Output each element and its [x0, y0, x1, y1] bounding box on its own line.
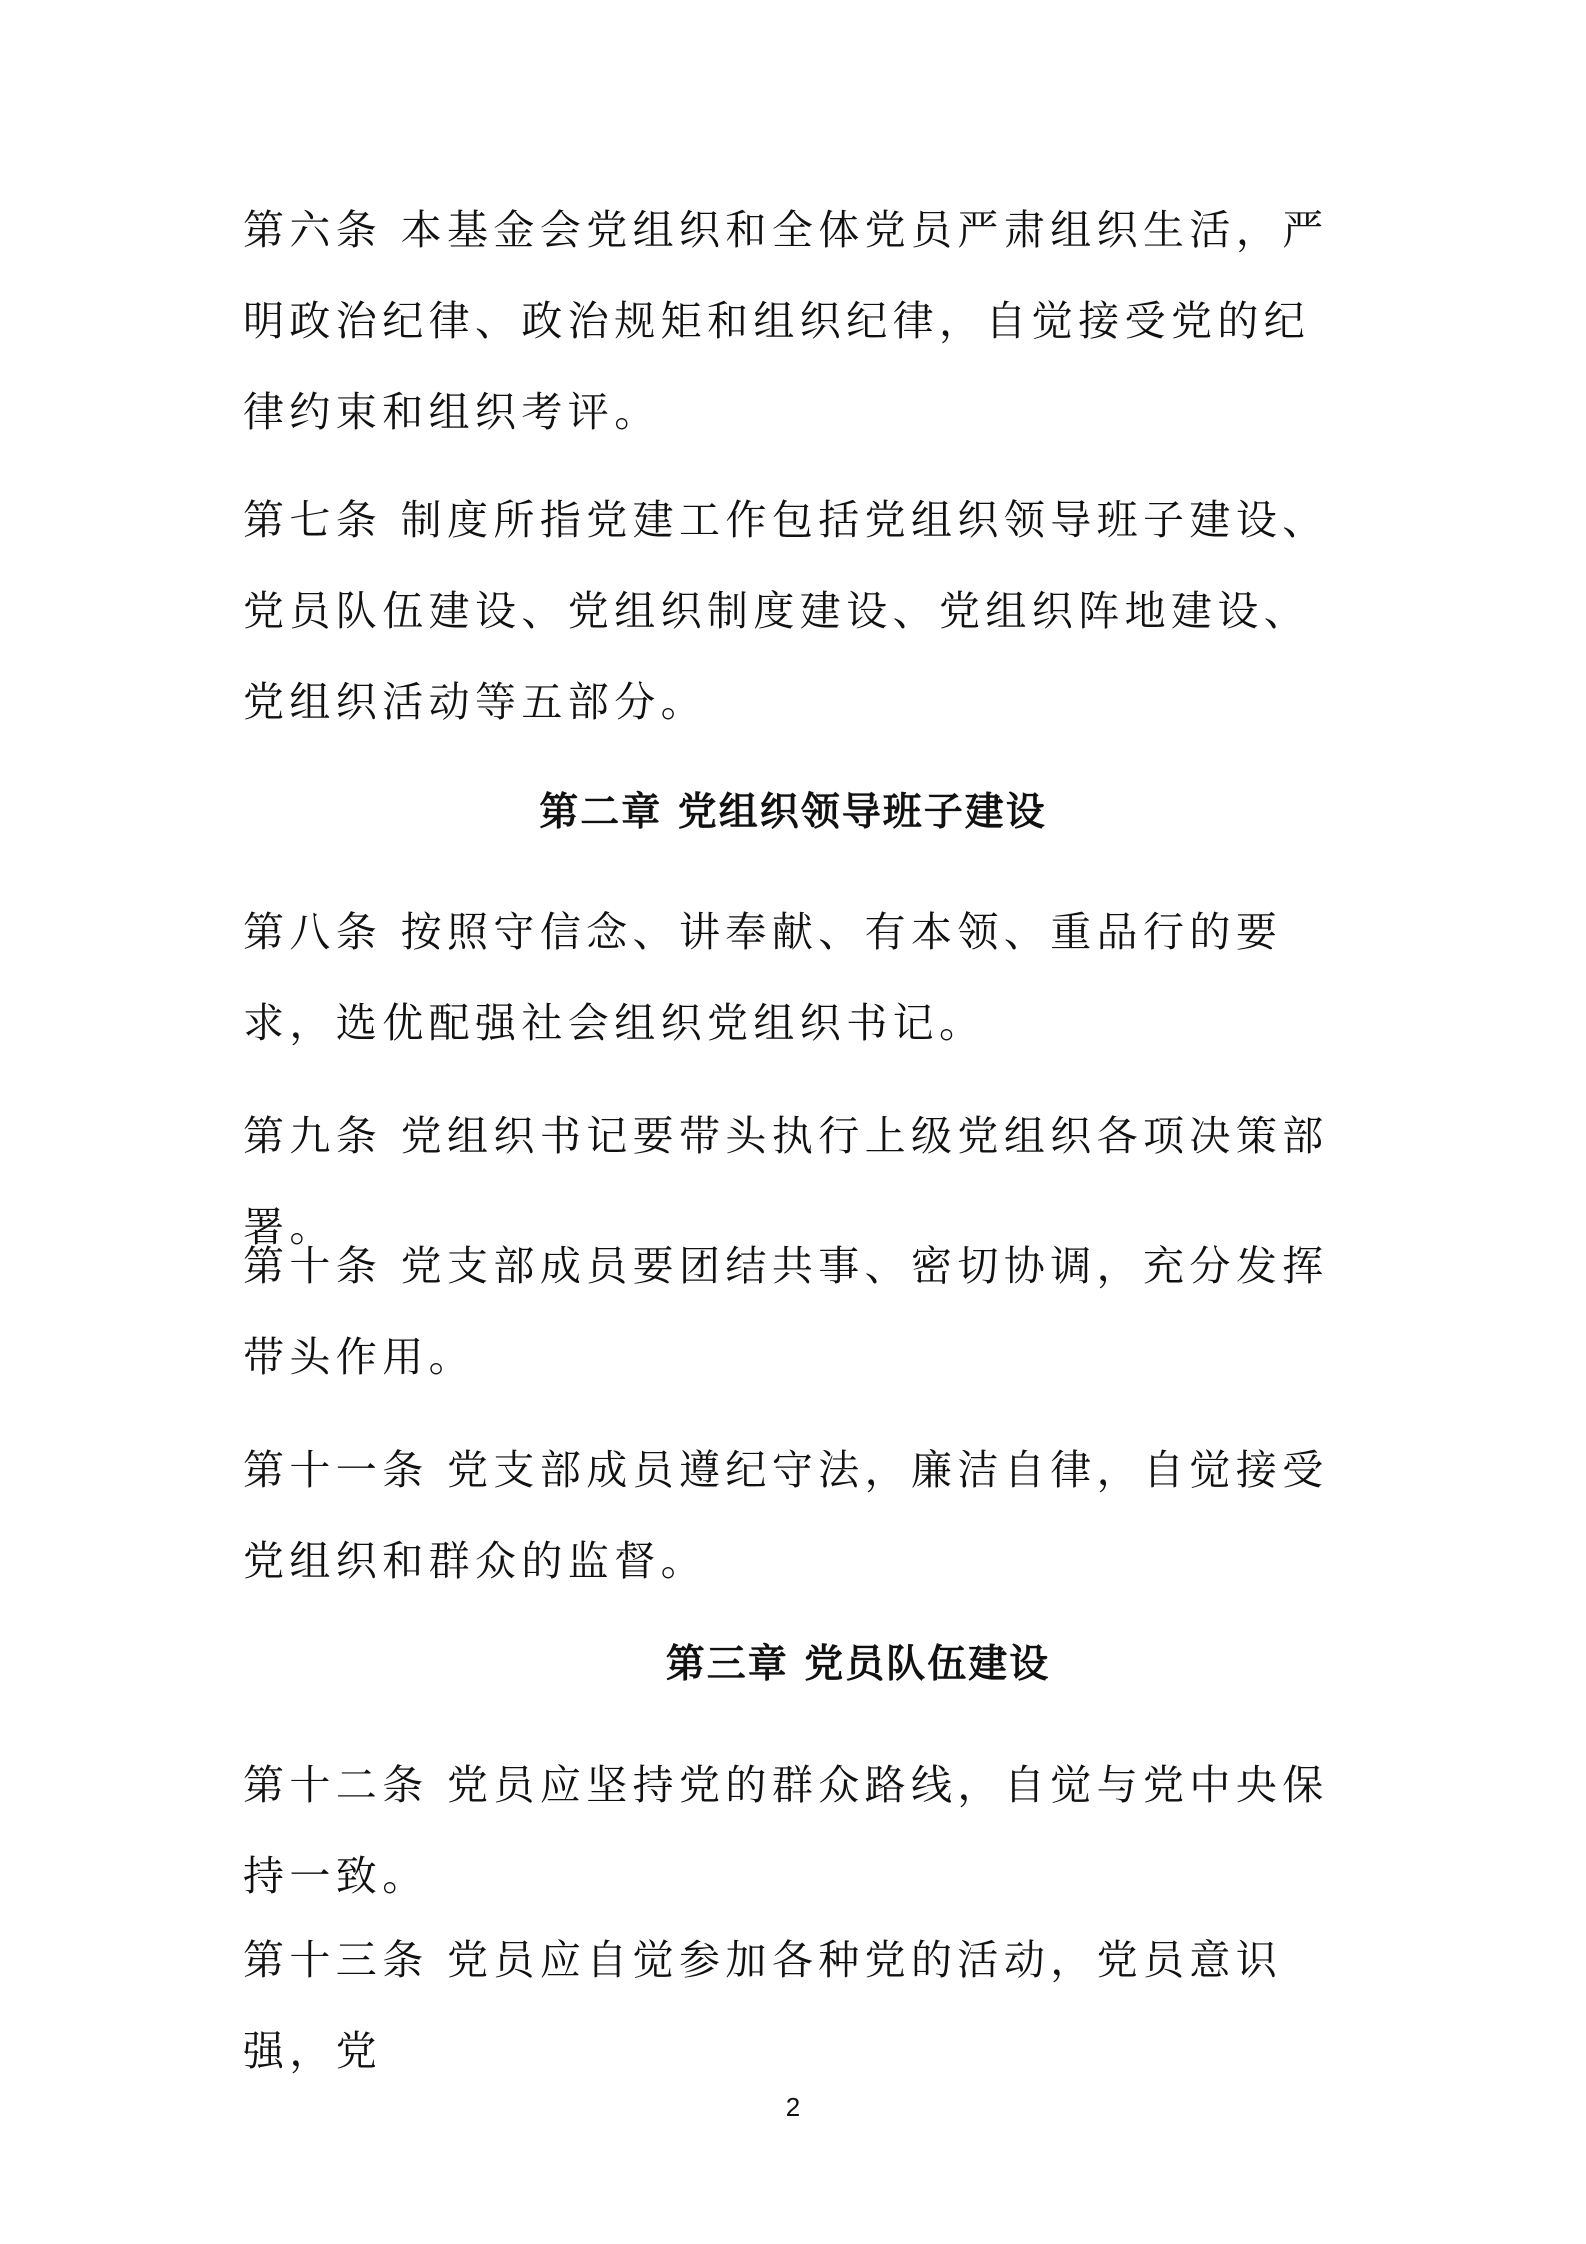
page-number: 2: [785, 2092, 801, 2122]
article-10-paragraph: 第十条 党支部成员要团结共事、密切协调，充分发挥带头作用。: [243, 1242, 1329, 1381]
article-11-paragraph: 第十一条 党支部成员遵纪守法，廉洁自律，自觉接受党组织和群众的监督。: [243, 1446, 1329, 1585]
chapter-2-heading: 第二章 党组织领导班子建设: [539, 790, 1047, 835]
article-6-paragraph: 第六条 本基金会党组织和全体党员严肃组织生活，严明政治纪律、政治规矩和组织纪律，自觉接受党的纪律约束和组织考评。: [243, 206, 1329, 436]
article-12-paragraph: 第十二条 党员应坚持党的群众路线，自觉与党中央保持一致。: [243, 1761, 1329, 1900]
chapter-3-heading: 第三章 党员队伍建设: [665, 1642, 1051, 1687]
article-7-paragraph: 第七条 制度所指党建工作包括党组织领导班子建设、党员队伍建设、党组织制度建设、党组织阵地建设、党组织活动等五部分。: [243, 496, 1329, 726]
article-9-paragraph: 第九条 党组织书记要带头执行上级党组织各项决策部署。: [243, 1112, 1329, 1251]
article-13-paragraph: 第十三条 党员应自觉参加各种党的活动，党员意识强，党: [243, 1936, 1283, 2075]
article-8-paragraph: 第八条 按照守信念、讲奉献、有本领、重品行的要求，选优配强社会组织党组织书记。: [243, 908, 1283, 1047]
